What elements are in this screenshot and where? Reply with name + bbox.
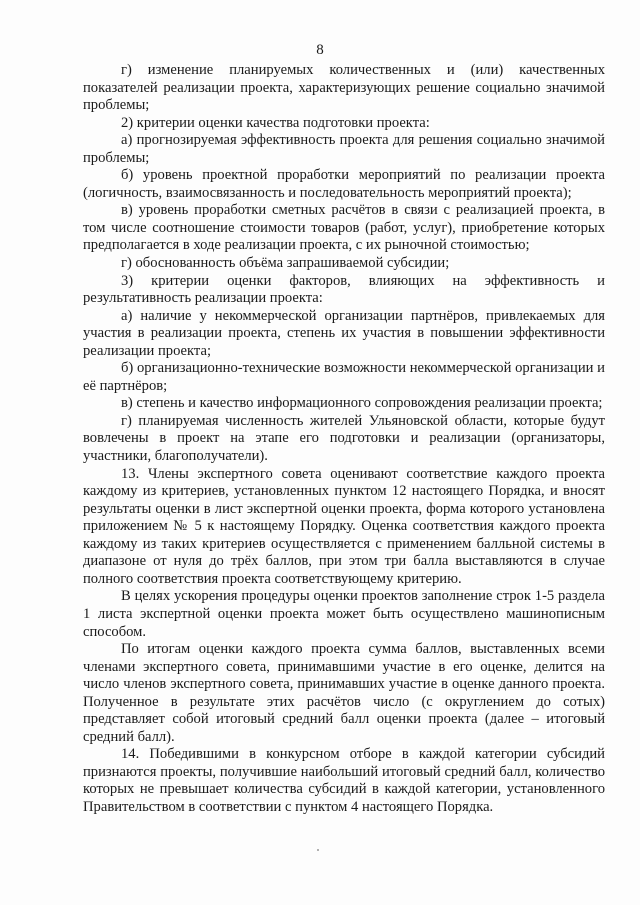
paragraph-average-score: По итогам оценки каждого проекта сумма баллов, выставленных всеми членами экспертного совета, принимавшими участие в его оценке, делится на число членов экспертного совета, принимавших участие в оценке данного проекта. Полученное в результате этих расчётов число (с округлением до сотых) представляет собой итоговый средний балл оценки проекта (далее – итоговый средний балл). <box>83 641 605 745</box>
paragraph-quality-criteria-heading: 2) критерии оценки качества подготовки проекта: <box>121 114 430 131</box>
scan-speck <box>317 849 319 851</box>
paragraph-criterion-g-residents: г) планируемая численность жителей Ульяновской области, которые будут вовлечены в проект на этапе его подготовки и реализации (организаторы, участники, благополучатели). <box>83 412 605 465</box>
paragraph-criterion-a-efficiency: а) прогнозируемая эффективность проекта для решения социально значимой проблемы; <box>83 132 605 166</box>
paragraph-criterion-v-estimates: в) уровень проработки сметных расчётов в связи с реализацией проекта, в том числе соотношение стоимости товаров (работ, услуг), приобретение которых предполагается в ходе реализации проекта, с их рыночной стоимостью; <box>83 202 605 254</box>
paragraph-criterion-v-information: в) степень и качество информационного сопровождения реализации проекта; <box>121 395 603 412</box>
document-body <box>83 62 605 817</box>
paragraph-criterion-b-design: б) уровень проектной проработки мероприятий по реализации проекта (логичность, взаимосвязанность и последовательность мероприятий проекта); <box>83 167 605 201</box>
page-number: 8 <box>316 42 324 58</box>
paragraph-factors-criteria-heading: 3) критерии оценки факторов, влияющих на эффективность и результативность реализации проекта: <box>83 272 605 307</box>
paragraph-section-13: 13. Члены экспертного совета оценивают соответствие каждого проекта каждому из критериев, установленных пунктом 12 настоящего Порядка, и вносят результаты оценки в лист экспертной оценки проекта, форма которого установлена приложением № 5 к настоящему Порядку. Оценка соответствия каждого проекта каждому из таких критериев осуществляется с применением балльной системы в диапазоне от нуля до трёх баллов, при этом три балла выставляются в случае полного соответствия проекта соответствующему критерию. <box>83 465 605 587</box>
paragraph-section-14: 14. Победившими в конкурсном отборе в каждой категории субсидий признаются проекты, получившие наибольший итоговый средний балл, количество которых не превышает количества субсидий в каждой категории, установленного Правительством в соответствии с пунктом 4 настоящего Порядка. <box>83 746 605 815</box>
paragraph-criterion-g-indicators: г) изменение планируемых количественных и (или) качественных показателей реализации проекта, характеризующих решение социально значимой проблемы; <box>83 62 605 114</box>
paragraph-criterion-b-capabilities: б) организационно-технические возможности некоммерческой организации и её партнёров; <box>83 360 605 394</box>
paragraph-criterion-g-subsidy: г) обоснованность объёма запрашиваемой субсидии; <box>121 255 450 272</box>
paragraph-criterion-a-partners: а) наличие у некоммерческой организации партнёров, привлекаемых для участия в реализации проекта, степень их участия в повышении эффективности реализации проекта; <box>83 307 605 359</box>
paragraph-acceleration: В целях ускорения процедуры оценки проектов заполнение строк 1-5 раздела 1 листа экспертной оценки проекта может быть осуществлено машинописным способом. <box>83 588 605 640</box>
